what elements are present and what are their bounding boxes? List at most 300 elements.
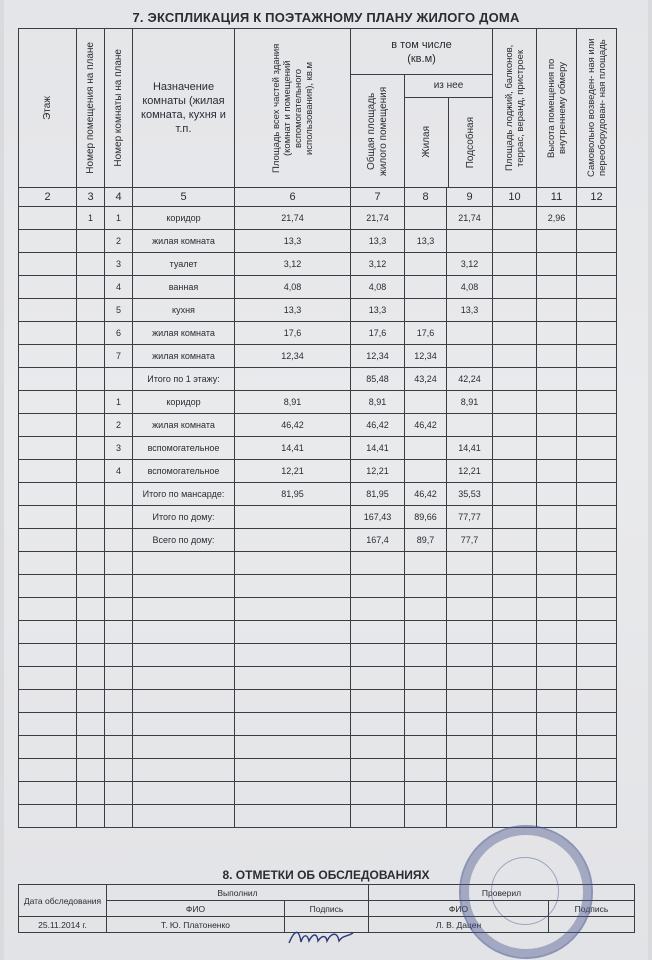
- empty-cell: [447, 644, 493, 667]
- empty-cell: [493, 805, 537, 828]
- cell-aux: [447, 414, 493, 437]
- empty-cell: [493, 575, 537, 598]
- empty-cell: [577, 690, 617, 713]
- empty-cell: [351, 552, 405, 575]
- cell-name: жилая комната: [133, 322, 235, 345]
- cell-loggia: [493, 299, 537, 322]
- empty-cell: [537, 552, 577, 575]
- empty-cell: [351, 644, 405, 667]
- cell-floor: [19, 253, 77, 276]
- cell-height: [537, 460, 577, 483]
- cell-living: [405, 299, 447, 322]
- empty-cell: [537, 644, 577, 667]
- of-which-subtable: [405, 75, 492, 187]
- cell-loggia: [493, 230, 537, 253]
- empty-cell: [537, 805, 577, 828]
- blank-row: [19, 759, 617, 782]
- empty-cell: [19, 483, 77, 506]
- cell-total: 8,91: [351, 391, 405, 414]
- empty-cell: [133, 552, 235, 575]
- empty-cell: [577, 667, 617, 690]
- empty-cell: [577, 782, 617, 805]
- cell-name: кухня: [133, 299, 235, 322]
- cell-aux: [447, 322, 493, 345]
- empty-cell: [235, 621, 351, 644]
- survey-signature-2: Подпись: [549, 901, 635, 917]
- subtotal-row: [19, 529, 617, 552]
- empty-cell: [405, 782, 447, 805]
- cell-loggia: [493, 345, 537, 368]
- cell-total: 167,4: [351, 529, 405, 552]
- cell-height: [537, 299, 577, 322]
- empty-cell: [133, 713, 235, 736]
- empty-cell: [447, 621, 493, 644]
- cell-height: [537, 276, 577, 299]
- table-row: [19, 299, 617, 322]
- cell-loggia: [493, 322, 537, 345]
- cell-name: коридор: [133, 207, 235, 230]
- table-row: [19, 253, 617, 276]
- cell-unauth: [577, 460, 617, 483]
- cell-num: 7: [105, 345, 133, 368]
- empty-cell: [447, 782, 493, 805]
- empty-cell: [19, 529, 77, 552]
- empty-cell: [19, 690, 77, 713]
- cell-total: 12,21: [351, 460, 405, 483]
- empty-cell: [77, 736, 105, 759]
- cell-unauth: [577, 345, 617, 368]
- cell-floor: [19, 391, 77, 414]
- cell-floor: [19, 207, 77, 230]
- empty-cell: [577, 552, 617, 575]
- empty-cell: [577, 575, 617, 598]
- column-number-cell: 9: [447, 188, 493, 207]
- cell-floor: [19, 230, 77, 253]
- empty-cell: [235, 759, 351, 782]
- header-floor: Этаж: [41, 96, 53, 120]
- blank-row: [19, 644, 617, 667]
- empty-cell: [235, 713, 351, 736]
- empty-cell: [133, 575, 235, 598]
- empty-cell: [493, 782, 537, 805]
- empty-cell: [105, 713, 133, 736]
- empty-cell: [493, 506, 537, 529]
- cell-unauth: [577, 207, 617, 230]
- blank-row: [19, 575, 617, 598]
- header-auxiliary: Подсобная: [464, 116, 476, 168]
- empty-cell: [405, 736, 447, 759]
- column-number-cell: 2: [19, 188, 77, 207]
- column-number-cell: 8: [405, 188, 447, 207]
- cell-loggia: [493, 253, 537, 276]
- empty-cell: [493, 529, 537, 552]
- empty-cell: [105, 667, 133, 690]
- table-row: [19, 322, 617, 345]
- cell-label: Итого по мансарде:: [133, 483, 235, 506]
- cell-area: [235, 529, 351, 552]
- empty-cell: [493, 621, 537, 644]
- empty-cell: [493, 667, 537, 690]
- empty-cell: [351, 690, 405, 713]
- cell-total: 17,6: [351, 322, 405, 345]
- cell-num: 2: [105, 230, 133, 253]
- blank-row: [19, 690, 617, 713]
- cell-unauth: [577, 230, 617, 253]
- cell-name: вспомогательное: [133, 460, 235, 483]
- empty-cell: [351, 598, 405, 621]
- empty-cell: [493, 552, 537, 575]
- column-number-cell: 10: [493, 188, 537, 207]
- empty-cell: [235, 805, 351, 828]
- cell-aux: [447, 230, 493, 253]
- seal-inner-ring: [491, 857, 559, 925]
- empty-cell: [493, 690, 537, 713]
- cell-total: 4,08: [351, 276, 405, 299]
- empty-cell: [405, 667, 447, 690]
- header-row-1: [19, 29, 617, 75]
- cell-living: [405, 207, 447, 230]
- empty-cell: [77, 805, 105, 828]
- survey-fio-1: ФИО: [107, 901, 285, 917]
- empty-cell: [77, 667, 105, 690]
- cell-loggia: [493, 391, 537, 414]
- empty-cell: [235, 598, 351, 621]
- empty-cell: [351, 667, 405, 690]
- empty-cell: [77, 529, 105, 552]
- empty-cell: [537, 690, 577, 713]
- blank-row: [19, 713, 617, 736]
- cell-living: 12,34: [405, 345, 447, 368]
- empty-cell: [493, 736, 537, 759]
- empty-cell: [77, 782, 105, 805]
- column-number-row: [19, 188, 617, 207]
- empty-cell: [77, 598, 105, 621]
- cell-area: [235, 368, 351, 391]
- empty-cell: [405, 575, 447, 598]
- cell-floor: [19, 460, 77, 483]
- header-loggia: Площадь лоджий, балконов, террас, веранд, пристроек: [503, 44, 526, 172]
- column-number-cell: 7: [351, 188, 405, 207]
- cell-total: 85,48: [351, 368, 405, 391]
- empty-cell: [133, 736, 235, 759]
- empty-cell: [447, 805, 493, 828]
- empty-cell: [577, 529, 617, 552]
- cell-aux: 77,77: [447, 506, 493, 529]
- cell-height: [537, 345, 577, 368]
- cell-name: ванная: [133, 276, 235, 299]
- empty-cell: [405, 805, 447, 828]
- subtotal-row: [19, 368, 617, 391]
- empty-cell: [105, 575, 133, 598]
- empty-cell: [133, 644, 235, 667]
- empty-cell: [235, 644, 351, 667]
- header-living-total: Общая площадь жилого помещения: [365, 86, 389, 176]
- empty-cell: [19, 782, 77, 805]
- empty-cell: [447, 736, 493, 759]
- empty-cell: [105, 598, 133, 621]
- empty-cell: [577, 644, 617, 667]
- empty-cell: [105, 621, 133, 644]
- column-number-cell: 6: [235, 188, 351, 207]
- empty-cell: [19, 759, 77, 782]
- survey-fio-2: ФИО: [369, 901, 549, 917]
- cell-unauth: [577, 437, 617, 460]
- cell-aux: 4,08: [447, 276, 493, 299]
- table-row: [19, 230, 617, 253]
- cell-area: 17,6: [235, 322, 351, 345]
- empty-cell: [133, 690, 235, 713]
- empty-cell: [537, 736, 577, 759]
- cell-loggia: [493, 276, 537, 299]
- cell-aux: 21,74: [447, 207, 493, 230]
- cell-loggia: [493, 460, 537, 483]
- cell-aux: 35,53: [447, 483, 493, 506]
- empty-cell: [405, 713, 447, 736]
- cell-living: 17,6: [405, 322, 447, 345]
- empty-cell: [19, 621, 77, 644]
- empty-cell: [493, 598, 537, 621]
- cell-height: [537, 322, 577, 345]
- cell-height: [537, 391, 577, 414]
- cell-total: 46,42: [351, 414, 405, 437]
- empty-cell: [235, 782, 351, 805]
- cell-label: Итого по дому:: [133, 506, 235, 529]
- empty-cell: [577, 759, 617, 782]
- header-room-plan-no: Номер комнаты на плане: [112, 49, 124, 167]
- empty-cell: [577, 805, 617, 828]
- empty-cell: [19, 552, 77, 575]
- blank-row: [19, 621, 617, 644]
- cell-area: 13,3: [235, 230, 351, 253]
- cell-unauth: [577, 253, 617, 276]
- cell-num: 3: [105, 437, 133, 460]
- empty-cell: [537, 621, 577, 644]
- empty-cell: [537, 368, 577, 391]
- cell-name: туалет: [133, 253, 235, 276]
- column-number-cell: 12: [577, 188, 617, 207]
- cell-num: 1: [105, 207, 133, 230]
- cell-unauth: [577, 391, 617, 414]
- empty-cell: [235, 552, 351, 575]
- cell-name: вспомогательное: [133, 437, 235, 460]
- empty-cell: [577, 368, 617, 391]
- empty-cell: [19, 713, 77, 736]
- cell-loggia: [493, 437, 537, 460]
- cell-floor: [19, 322, 77, 345]
- cell-aux: 13,3: [447, 299, 493, 322]
- empty-cell: [493, 759, 537, 782]
- cell-aux: [447, 345, 493, 368]
- cell-total: 13,3: [351, 230, 405, 253]
- cell-unauth: [577, 299, 617, 322]
- empty-cell: [133, 667, 235, 690]
- cell-loggia: [493, 414, 537, 437]
- empty-cell: [447, 690, 493, 713]
- cell-living: [405, 391, 447, 414]
- empty-cell: [77, 713, 105, 736]
- survey-signature-1: Подпись: [285, 901, 369, 917]
- cell-living: [405, 437, 447, 460]
- empty-cell: [537, 506, 577, 529]
- empty-cell: [537, 575, 577, 598]
- cell-num: 5: [105, 299, 133, 322]
- empty-cell: [133, 805, 235, 828]
- empty-cell: [133, 782, 235, 805]
- cell-area: 12,34: [235, 345, 351, 368]
- empty-cell: [493, 644, 537, 667]
- cell-area: 21,74: [235, 207, 351, 230]
- official-seal-stamp: [459, 825, 593, 959]
- empty-cell: [577, 736, 617, 759]
- empty-cell: [493, 713, 537, 736]
- cell-unauth: [577, 414, 617, 437]
- empty-cell: [351, 782, 405, 805]
- table-row: [19, 276, 617, 299]
- empty-cell: [537, 598, 577, 621]
- survey-checker: Л. В. Дацен: [369, 917, 549, 933]
- blank-row: [19, 552, 617, 575]
- empty-cell: [19, 644, 77, 667]
- blank-row: [19, 782, 617, 805]
- cell-living: 43,24: [405, 368, 447, 391]
- empty-cell: [493, 483, 537, 506]
- cell-num: 3: [105, 253, 133, 276]
- cell-num: 4: [105, 460, 133, 483]
- empty-cell: [577, 483, 617, 506]
- empty-cell: [447, 759, 493, 782]
- cell-num: 1: [105, 391, 133, 414]
- table-row: [19, 391, 617, 414]
- empty-cell: [105, 805, 133, 828]
- cell-num: 6: [105, 322, 133, 345]
- cell-label: Всего по дому:: [133, 529, 235, 552]
- empty-cell: [351, 713, 405, 736]
- table-row: [19, 345, 617, 368]
- cell-room: [77, 437, 105, 460]
- empty-cell: [133, 759, 235, 782]
- cell-room: [77, 230, 105, 253]
- empty-cell: [77, 644, 105, 667]
- cell-area: 14,41: [235, 437, 351, 460]
- table-row: [19, 437, 617, 460]
- header-total-area: Площадь всех частей здания (комнат и помещений вспомогательного использования), кв.м: [270, 43, 315, 173]
- cell-aux: 3,12: [447, 253, 493, 276]
- header-living: Жилая: [420, 126, 432, 159]
- header-purpose: Назначение комнаты (жилая комната, кухня и т.п.: [141, 81, 226, 135]
- empty-cell: [105, 552, 133, 575]
- blank-row: [19, 736, 617, 759]
- cell-room: [77, 414, 105, 437]
- cell-floor: [19, 414, 77, 437]
- empty-cell: [405, 552, 447, 575]
- cell-name: жилая комната: [133, 345, 235, 368]
- empty-cell: [105, 736, 133, 759]
- column-number-cell: 4: [105, 188, 133, 207]
- empty-cell: [537, 483, 577, 506]
- cell-room: [77, 460, 105, 483]
- cell-floor: [19, 276, 77, 299]
- empty-cell: [351, 805, 405, 828]
- empty-cell: [405, 644, 447, 667]
- header-incl: в том числе: [391, 38, 452, 51]
- cell-aux: 8,91: [447, 391, 493, 414]
- table-row: [19, 414, 617, 437]
- column-number-cell: 3: [77, 188, 105, 207]
- table-row: [19, 207, 617, 230]
- header-unauthorized: Самовольно возведен- ная или переоборудован- ная площадь: [585, 38, 608, 178]
- empty-cell: [493, 368, 537, 391]
- empty-cell: [77, 483, 105, 506]
- cell-name: коридор: [133, 391, 235, 414]
- empty-cell: [77, 759, 105, 782]
- cell-height: [537, 437, 577, 460]
- cell-floor: [19, 345, 77, 368]
- cell-label: Итого по 1 этажу:: [133, 368, 235, 391]
- handwritten-signature: [287, 927, 357, 947]
- empty-cell: [577, 621, 617, 644]
- empty-cell: [77, 506, 105, 529]
- empty-cell: [351, 621, 405, 644]
- cell-height: [537, 414, 577, 437]
- section-survey-title: 8. ОТМЕТКИ ОБ ОБСЛЕДОВАНИЯХ: [222, 868, 430, 882]
- cell-aux: 12,21: [447, 460, 493, 483]
- empty-cell: [105, 483, 133, 506]
- empty-cell: [133, 621, 235, 644]
- survey-date: 25.11.2014 г.: [19, 917, 107, 933]
- cell-room: [77, 299, 105, 322]
- empty-cell: [19, 368, 77, 391]
- survey-checked-header: Проверил: [369, 885, 635, 901]
- cell-area: 46,42: [235, 414, 351, 437]
- empty-cell: [351, 736, 405, 759]
- cell-total: 14,41: [351, 437, 405, 460]
- empty-cell: [19, 506, 77, 529]
- cell-room: [77, 276, 105, 299]
- cell-num: 4: [105, 276, 133, 299]
- cell-total: 13,3: [351, 299, 405, 322]
- cell-loggia: [493, 207, 537, 230]
- cell-name: жилая комната: [133, 230, 235, 253]
- explication-table: [18, 28, 617, 828]
- empty-cell: [405, 621, 447, 644]
- survey-date-header: Дата обследования: [19, 885, 107, 917]
- cell-living: [405, 253, 447, 276]
- header-of-which: из нее: [405, 75, 492, 97]
- empty-cell: [77, 368, 105, 391]
- empty-cell: [77, 690, 105, 713]
- empty-cell: [77, 552, 105, 575]
- empty-cell: [351, 575, 405, 598]
- empty-cell: [577, 598, 617, 621]
- empty-cell: [235, 667, 351, 690]
- cell-area: 12,21: [235, 460, 351, 483]
- empty-cell: [577, 713, 617, 736]
- empty-cell: [105, 368, 133, 391]
- empty-cell: [405, 759, 447, 782]
- survey-performed-header: Выполнил: [107, 885, 369, 901]
- empty-cell: [235, 736, 351, 759]
- column-number-cell: 11: [537, 188, 577, 207]
- cell-area: [235, 506, 351, 529]
- empty-cell: [447, 598, 493, 621]
- empty-cell: [537, 759, 577, 782]
- cell-num: 2: [105, 414, 133, 437]
- header-height: Высота помещения по внутреннему обмеру: [545, 58, 568, 158]
- cell-living: 46,42: [405, 483, 447, 506]
- empty-cell: [105, 644, 133, 667]
- survey-performer: Т. Ю. Платоненко: [107, 917, 285, 933]
- cell-living: [405, 460, 447, 483]
